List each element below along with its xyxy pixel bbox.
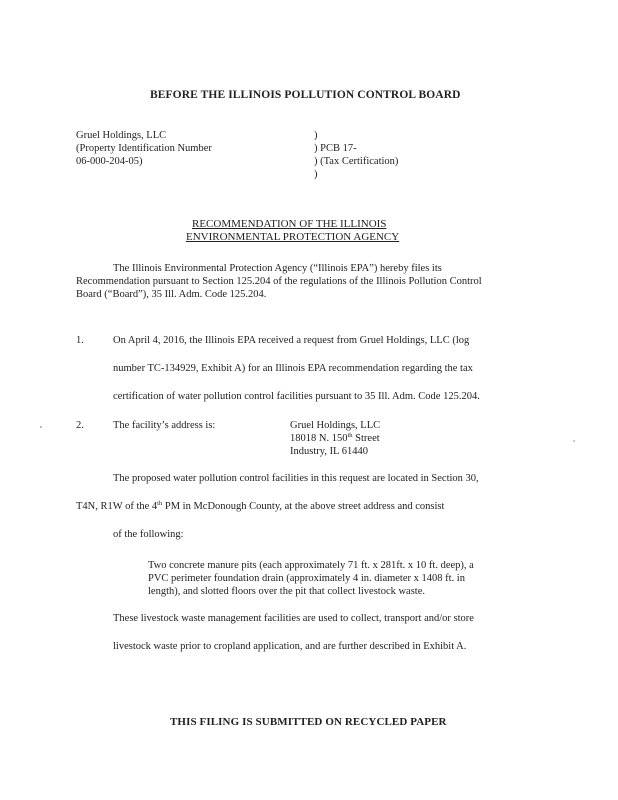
paragraph-line: These livestock waste management facilities are used to collect, transport and/or store: [113, 613, 474, 624]
caption-right-line: ): [314, 130, 318, 141]
address-line: [290, 432, 380, 445]
paragraph-text: T4N, R1W of the 4: [76, 501, 158, 512]
ordinal-suffix: th: [157, 500, 163, 507]
paragraph-line: of the following:: [113, 529, 184, 540]
address-line: Industry, IL 61440: [290, 446, 368, 457]
paragraph-line: certification of water pollution control facilities pursuant to 35 Ill. Adm. Code 125.204.: [113, 391, 480, 402]
caption-left-line: Gruel Holdings, LLC: [76, 130, 167, 141]
scan-speck: [40, 426, 42, 428]
paragraph-line: livestock waste prior to cropland application, and are further described in Exhibit A.: [113, 641, 467, 652]
document-title-line-2: ENVIRONMENTAL PROTECTION AGENCY: [186, 231, 400, 243]
caption-left-line: 06-000-204-05): [76, 156, 143, 167]
caption-right-line: ) (Tax Certification): [314, 156, 399, 167]
paragraph-line: The proposed water pollution control facilities in this request are located in Section 30,: [113, 473, 479, 484]
document-title-line-1: RECOMMENDATION OF THE ILLINOIS: [192, 218, 387, 230]
paragraph-text: PM in McDonough County, at the above street address and consist: [162, 501, 445, 512]
paragraph-line: number TC-134929, Exhibit A) for an Illinois EPA recommendation regarding the tax: [113, 363, 473, 374]
address-text: 18018 N. 150: [290, 433, 348, 444]
ordinal-suffix: th: [347, 432, 353, 439]
quote-line: length), and slotted floors over the pit that collect livestock waste.: [148, 586, 426, 597]
intro-line: Board (“Board”), 35 Ill. Adm. Code 125.204.: [76, 289, 267, 300]
paragraph-number: 2.: [76, 420, 84, 431]
caption-left-line: (Property Identification Number: [76, 143, 212, 154]
address-line: Gruel Holdings, LLC: [290, 420, 381, 431]
address-text: Street: [352, 433, 380, 444]
recycled-paper-footer: THIS FILING IS SUBMITTED ON RECYCLED PAPER: [170, 716, 447, 728]
quote-line: Two concrete manure pits (each approximately 71 ft. x 281ft. x 10 ft. deep), a: [148, 560, 474, 571]
caption-right-line: ): [314, 169, 318, 180]
board-heading: BEFORE THE ILLINOIS POLLUTION CONTROL BOARD: [150, 89, 461, 101]
scan-speck: [573, 440, 575, 442]
intro-line: Recommendation pursuant to Section 125.204 of the regulations of the Illinois Pollution Control: [76, 276, 482, 287]
caption-right-line: ) PCB 17-: [314, 143, 357, 154]
quote-line: PVC perimeter foundation drain (approximately 4 in. diameter x 1408 ft. in: [148, 573, 465, 584]
address-label: The facility’s address is:: [113, 420, 216, 431]
intro-line: The Illinois Environmental Protection Agency (“Illinois EPA”) hereby files its: [113, 263, 442, 274]
paragraph-line: On April 4, 2016, the Illinois EPA received a request from Gruel Holdings, LLC (log: [113, 335, 470, 346]
paragraph-number: 1.: [76, 335, 84, 346]
paragraph-line: [76, 500, 444, 513]
